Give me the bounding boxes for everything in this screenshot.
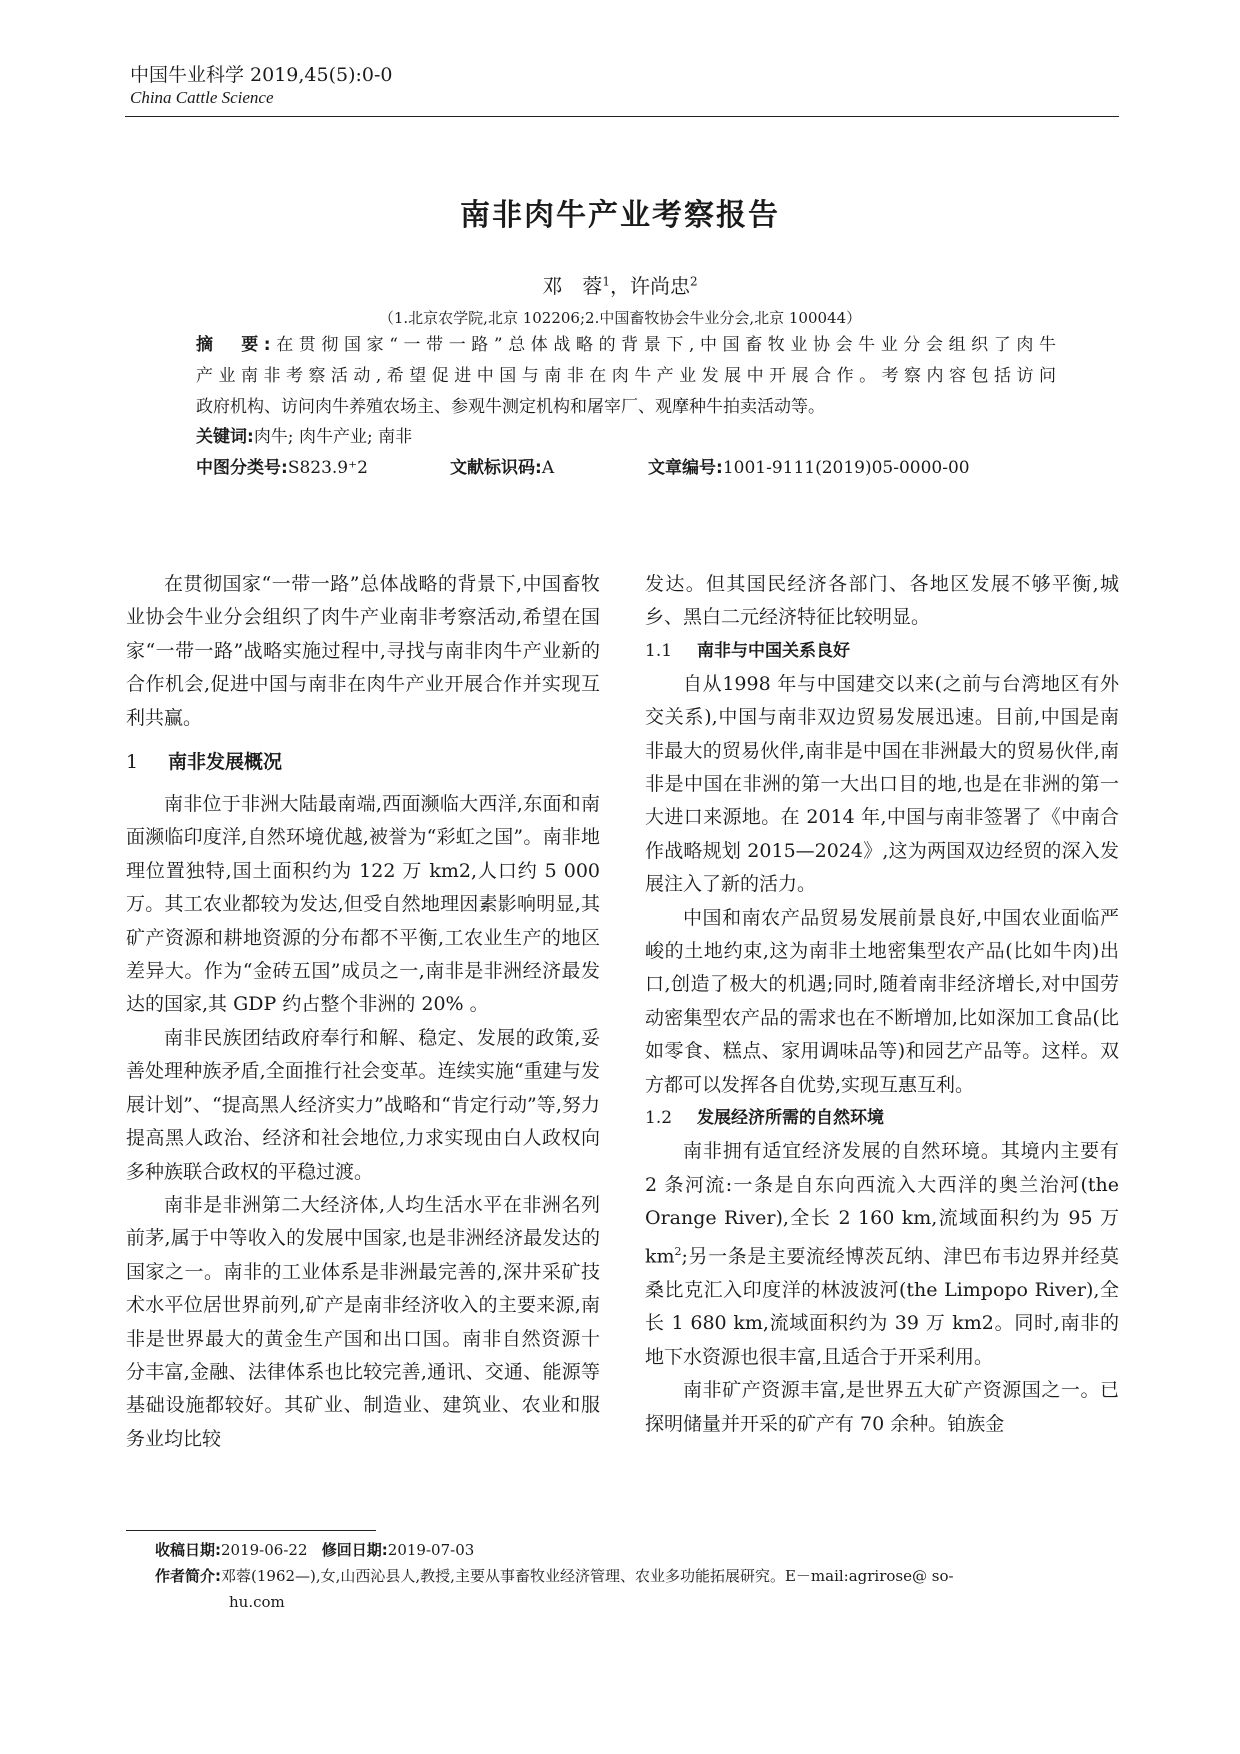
subsection-number: 1.1 xyxy=(645,640,673,661)
paragraph: 中国和南农产品贸易发展前景良好,中国农业面临严峻的土地约束,这为南非土地密集型农产品(比如牛肉)出口,创造了极大的机遇;同时,随着南非经济增长,对中国劳动密集型农产品的需求也在不断增加,比如深加工食品(比如零食、糕点、家用调味品等)和园艺产品等。这样。双方都可以发挥各自优势,实现互惠互利。 xyxy=(645,906,1119,1096)
paragraph: 自从1998 年与中国建交以来(之前与台湾地区有外交关系),中国与南非双边贸易发展迅速。目前,中国是南非最大的贸易伙伴,南非是中国在非洲最大的贸易伙伴,南非是中国在非洲的第一大出口目的地,也是在非洲的第一大进口来源地。在 2014 年,中国与南非签署了《中南合作战略规划 2015—2024》,这为两国双边经贸的深入发展注入了新的活力。 xyxy=(645,672,1119,896)
subsection-heading xyxy=(645,1102,1119,1135)
journal-header: 中国牛业科学 2019,45(5):0-0 xyxy=(130,64,393,86)
paragraph: 南非民族团结政府奉行和解、稳定、发展的政策,妥善处理种族矛盾,全面推行社会变革。连续实施“重建与发展计划”、“提高黑人经济实力”战略和“肯定行动”等,努力提高黑人政治、经济和社会地位,力求实现由白人政权向多种族联合政权的平稳过渡。 xyxy=(126,1026,600,1183)
footnote-rule xyxy=(126,1530,376,1531)
received-date: 2019-06-22 xyxy=(221,1541,308,1559)
author-separator: ， xyxy=(610,274,630,298)
abstract-line: 政府机构、访问肉牛养殖农场主、参观牛测定机构和屠宰厂、观摩种牛拍卖活动等。 xyxy=(196,397,825,417)
document-code: 文献标识码:A xyxy=(450,458,555,478)
keywords-text: 肉牛; 肉牛产业; 南非 xyxy=(253,427,413,447)
author-name: 许尚忠 xyxy=(630,274,690,298)
subsection-number: 1.2 xyxy=(645,1108,673,1129)
section-heading xyxy=(126,746,600,779)
paragraph: 南非位于非洲大陆最南端,西面濒临大西洋,东面和南面濒临印度洋,自然环境优越,被誉为“彩虹之国”。南非地理位置独特,国土面积约为 122 万 km2,人口约 5 000 万。其工农业都较为发达,但受自然地理因素影响明显,其矿产资源和耕地资源的分布都不平衡,工农业生产的地区差异大。作为“金砖五国”成员之一,南非是非洲经济最发达的国家,其 GDP 约占整个非洲的 20% 。 xyxy=(126,793,600,1016)
affiliations: （1.北京农学院,北京 102206;2.中国畜牧协会牛业分会,北京 100044） xyxy=(378,309,862,327)
paragraph-intro: 在贯彻国家“一带一路”总体战略的背景下,中国畜牧业协会牛业分会组织了肉牛产业南非考察活动,希望在国家“一带一路”战略实施过程中,寻找与南非肉牛产业新的合作机会,促进中国与南非在肉牛产业开展合作并实现互利共赢。 xyxy=(126,573,600,729)
abstract-label: 摘 要: xyxy=(196,335,271,355)
clc-code: 中图分类号:S823.9⁺2 xyxy=(196,458,368,478)
keywords xyxy=(196,422,412,447)
bio-label: 作者简介: xyxy=(155,1567,221,1585)
paper-title: 南非肉牛产业考察报告 xyxy=(460,198,780,233)
superscript: 2 xyxy=(674,1245,682,1259)
footnote-bio: 作者简介:邓蓉(1962—),女,山西沁县人,教授,主要从事畜牧业经济管理、农业多功能拓展研究。E－mail:agrirose@ so- xyxy=(155,1567,954,1585)
abstract-line: 产业南非考察活动,希望促进中国与南非在肉牛产业发展中开展合作。考察内容包括访问 xyxy=(196,366,1056,386)
section-title: 南非发展概况 xyxy=(168,751,283,774)
author-affil-mark: 1 xyxy=(602,274,610,289)
paragraph: 南非矿产资源丰富,是世界五大矿产资源国之一。已探明储量并开采的矿产有 70 余种。铂族金 xyxy=(645,1379,1119,1435)
subsection-heading xyxy=(645,635,1119,668)
section-number: 1 xyxy=(126,751,139,774)
author-affil-mark: 2 xyxy=(690,274,698,289)
article-number: 文章编号:1001-9111(2019)05-0000-00 xyxy=(648,458,970,478)
journal-header-en: China Cattle Science xyxy=(130,88,274,107)
body-column-left xyxy=(126,568,600,1456)
header-rule xyxy=(125,116,1119,117)
author-name: 邓 蓉 xyxy=(542,274,603,298)
paragraph-continued: 发达。但其国民经济各部门、各地区发展不够平衡,城乡、黑白二元经济特征比较明显。 xyxy=(645,573,1119,629)
footnote-dates: 收稿日期:2019-06-22 修回日期:2019-07-03 xyxy=(155,1541,475,1559)
paragraph: 南非拥有适宜经济发展的自然环境。其境内主要有 2 条河流:一条是自东向西流入大西洋的奥兰治河(the Orange River),全长 2 160 km,流域面积约为 95 万 $km^2$;另一条是主要流经博茨瓦纳、津巴布韦边界并经莫桑比克汇入印度洋的林波波河(the Limpopo River),全长 1 680 km,流域面积约为 39 万 km2。同时,南非的地下水资源也很丰富,且适合于开采利用。 xyxy=(645,1140,1119,1368)
keywords-label: 关键词: xyxy=(196,427,254,447)
subsection-title: 南非与中国关系良好 xyxy=(697,640,850,661)
subsection-title: 发展经济所需的自然环境 xyxy=(697,1108,884,1129)
revised-date: 2019-07-03 xyxy=(387,1541,475,1559)
paragraph: 南非是非洲第二大经济体,人均生活水平在非洲名列前茅,属于中等收入的发展中国家,也是非洲经济最发达的国家之一。南非的工业体系是非洲最完善的,深井采矿技术水平位居世界前列,矿产是南非经济收入的主要来源,南非是世界最大的黄金生产国和出口国。南非自然资源十分丰富,金融、法律体系也比较完善,通讯、交通、能源等基础设施都较好。其矿业、制造业、建筑业、农业和服务业均比较 xyxy=(126,1193,600,1450)
footnote-bio-cont: hu.com xyxy=(229,1593,285,1611)
body-column-right xyxy=(645,568,1119,1441)
abstract-line: 摘 要:在贯彻国家“一带一路”总体战略的背景下,中国畜牧业协会牛业分会组织了肉牛 xyxy=(196,335,1056,355)
authors xyxy=(0,270,1240,299)
